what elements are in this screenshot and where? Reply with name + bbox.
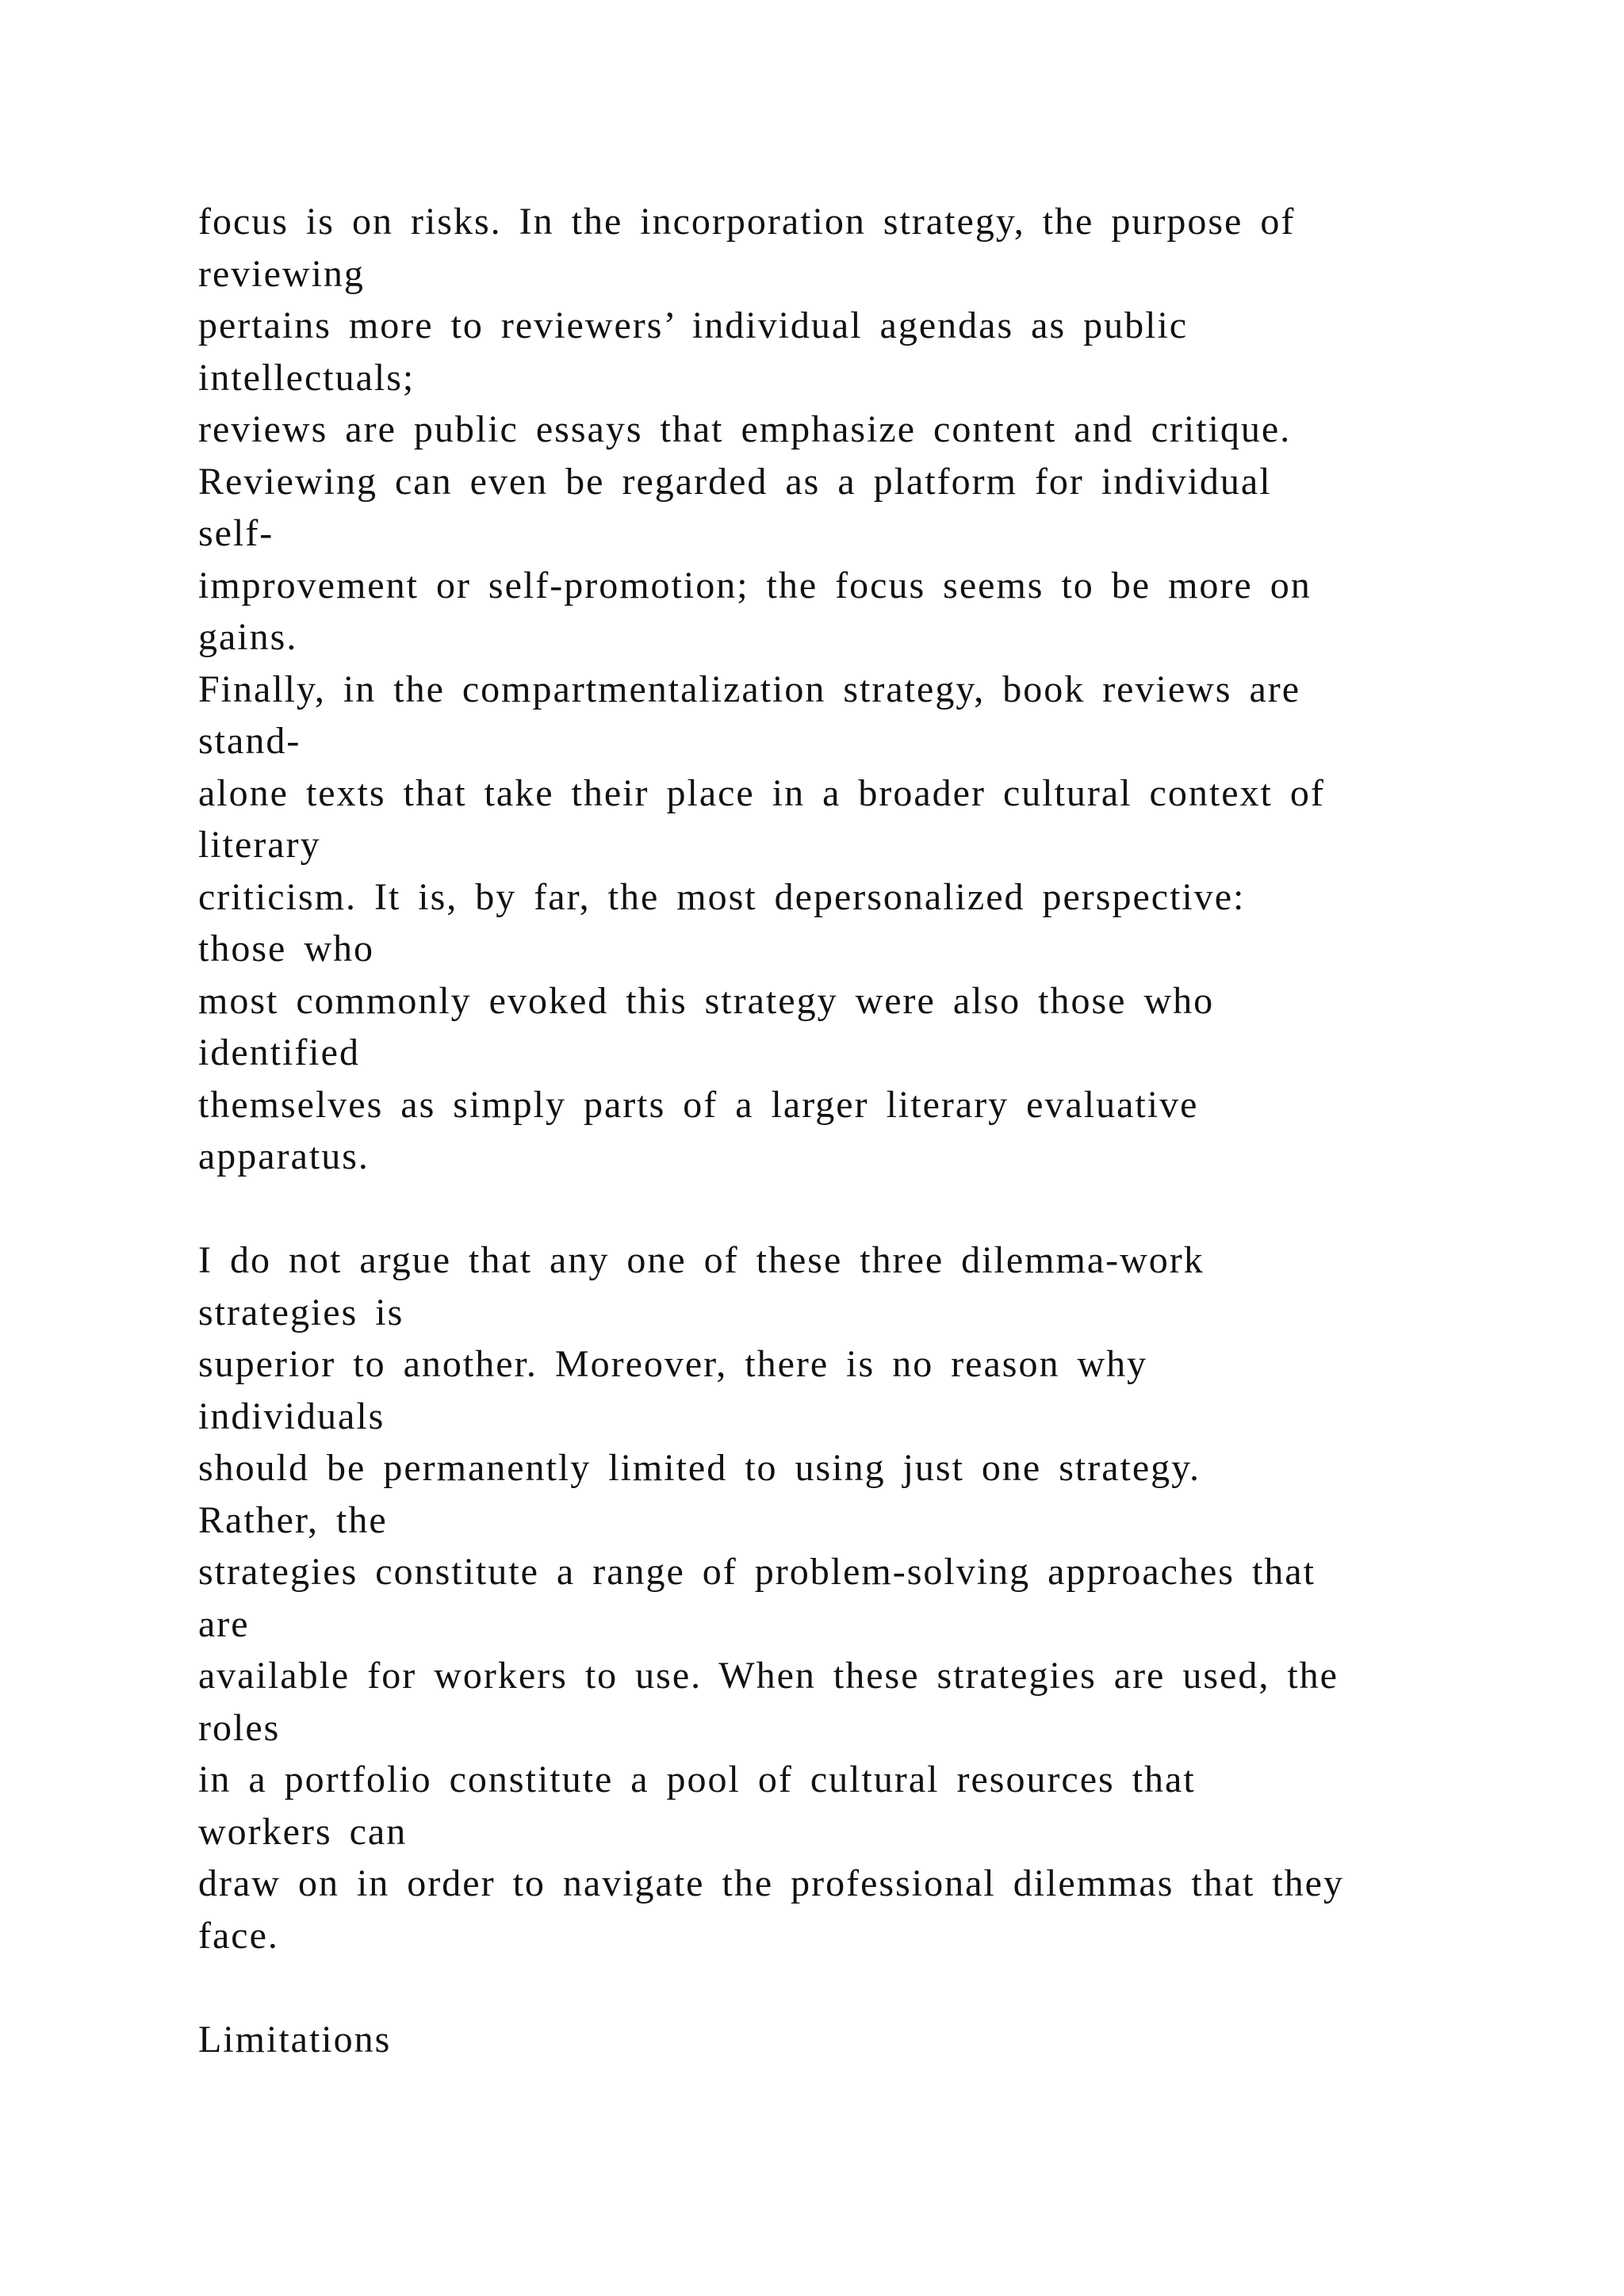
- text-line: Reviewing can even be regarded as a platform for individual: [198, 460, 1272, 503]
- text-line: those who: [198, 928, 374, 970]
- text-line: workers can: [198, 1810, 408, 1853]
- text-line: identified: [198, 1031, 360, 1073]
- text-line: pertains more to reviewers’ individual agendas as public: [198, 304, 1189, 346]
- paragraph-strategies-argument: [198, 1234, 1507, 1961]
- text-line: most commonly evoked this strategy were also those who: [198, 979, 1215, 1022]
- text-line: alone texts that take their place in a broader cultural context of: [198, 771, 1325, 814]
- text-line: superior to another. Moreover, there is no reason why: [198, 1343, 1148, 1385]
- text-line: apparatus.: [198, 1135, 370, 1177]
- text-line: available for workers to use. When these strategies are used, the: [198, 1655, 1339, 1697]
- text-line: strategies constitute a range of problem-solving approaches that: [198, 1551, 1316, 1593]
- paragraph-gap: [198, 1183, 1507, 1235]
- text-line: themselves as simply parts of a larger literary evaluative: [198, 1083, 1199, 1126]
- paragraph-gap: [198, 1961, 1507, 2014]
- text-line: Rather, the: [198, 1498, 388, 1541]
- paragraph-strategies-summary: [198, 196, 1507, 1183]
- text-line: I do not argue that any one of these three dilemma-work: [198, 1239, 1205, 1281]
- text-line: should be permanently limited to using just one strategy.: [198, 1447, 1201, 1489]
- text-line: criticism. It is, by far, the most depersonalized perspective:: [198, 875, 1246, 918]
- text-line: reviewing: [198, 252, 365, 295]
- text-line: in a portfolio constitute a pool of cultural resources that: [198, 1758, 1196, 1800]
- text-line: Finally, in the compartmentalization strategy, book reviews are: [198, 668, 1301, 710]
- text-line: intellectuals;: [198, 356, 416, 399]
- text-line: roles: [198, 1706, 281, 1749]
- section-heading-limitations: [198, 2014, 1507, 2066]
- document-body: [198, 196, 1507, 2065]
- text-line: reviews are public essays that emphasize content and critique.: [198, 408, 1292, 450]
- text-line: self-: [198, 512, 274, 554]
- text-line: focus is on risks. In the incorporation strategy, the purpose of: [198, 201, 1296, 243]
- text-line: gains.: [198, 616, 298, 658]
- text-line: face.: [198, 1914, 279, 1957]
- text-line: draw on in order to navigate the professional dilemmas that they: [198, 1862, 1344, 1904]
- section-heading: Limitations: [198, 2018, 392, 2061]
- text-line: stand-: [198, 720, 301, 762]
- text-line: are: [198, 1602, 250, 1645]
- text-line: literary: [198, 824, 321, 866]
- text-line: improvement or self-promotion; the focus seems to be more on: [198, 564, 1312, 607]
- text-line: individuals: [198, 1395, 385, 1437]
- text-line: strategies is: [198, 1291, 404, 1334]
